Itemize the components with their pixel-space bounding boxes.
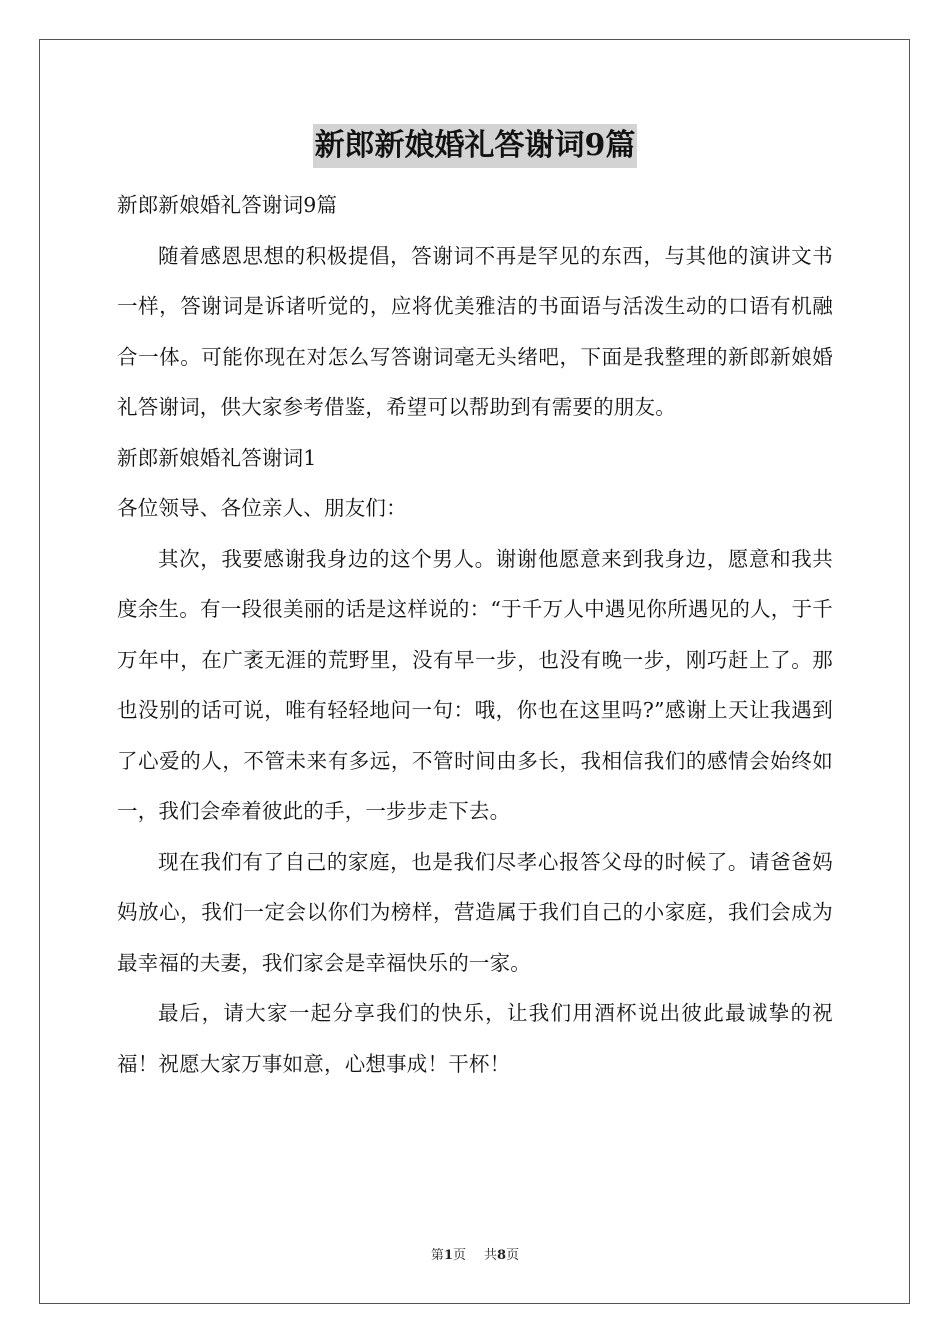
subtitle-line: 新郎新娘婚礼答谢词9篇 xyxy=(117,193,338,217)
section-heading: 新郎新娘婚礼答谢词1 xyxy=(117,445,317,470)
document-title: 新郎新娘婚礼答谢词9篇 xyxy=(313,124,638,168)
body-paragraph: 最后，请大家一起分享我们的快乐，让我们用酒杯说出彼此最诚挚的祝福！祝愿大家万事如意，心想事成！干杯！ xyxy=(117,1001,833,1076)
total-pages: 8 xyxy=(497,1248,507,1263)
body-paragraph: 现在我们有了自己的家庭，也是我们尽孝心报答父母的时候了。请爸爸妈妈放心，我们一定会以你们为榜样，营造属于我们自己的小家庭，我们会成为最幸福的夫妻，我们家会是幸福快乐的一家。 xyxy=(117,849,833,975)
document-body xyxy=(117,124,833,1089)
title-container xyxy=(117,124,833,172)
total-prefix: 共 xyxy=(484,1248,498,1263)
intro-paragraph: 随着感恩思想的积极提倡，答谢词不再是罕见的东西，与其他的演讲文书一样，答谢词是诉诸听觉的，应将优美雅洁的书面语与活泼生动的口语有机融合一体。可能你现在对怎么写答谢词毫无头绪吧，下面是我整理的新郎新娘婚礼答谢词，供大家参考借鉴，希望可以帮助到有需要的朋友。 xyxy=(117,243,833,419)
salutation: 各位领导、各位亲人、朋友们： xyxy=(117,496,407,520)
page-number: 1 xyxy=(443,1248,453,1263)
total-pages-indicator xyxy=(484,1247,519,1265)
total-suffix: 页 xyxy=(506,1248,520,1263)
page-prefix: 第 xyxy=(430,1248,444,1263)
body-paragraph: 其次，我要感谢我身边的这个男人。谢谢他愿意来到我身边，愿意和我共度余生。有一段很美丽的话是这样说的：“于千万人中遇见你所遇见的人，于千万年中，在广袤无涯的荒野里，没有早一步，也没有晚一步，刚巧赶上了。那也没别的话可说，唯有轻轻地问一句：哦，你也在这里吗?”感谢上天让我遇到了心爱的人，不管未来有多远，不管时间由多长，我相信我们的感情会始终如一，我们会牵着彼此的手，一步步走下去。 xyxy=(117,546,833,823)
page-indicator xyxy=(431,1247,466,1265)
page-footer xyxy=(0,1247,950,1265)
page-suffix: 页 xyxy=(452,1248,466,1263)
